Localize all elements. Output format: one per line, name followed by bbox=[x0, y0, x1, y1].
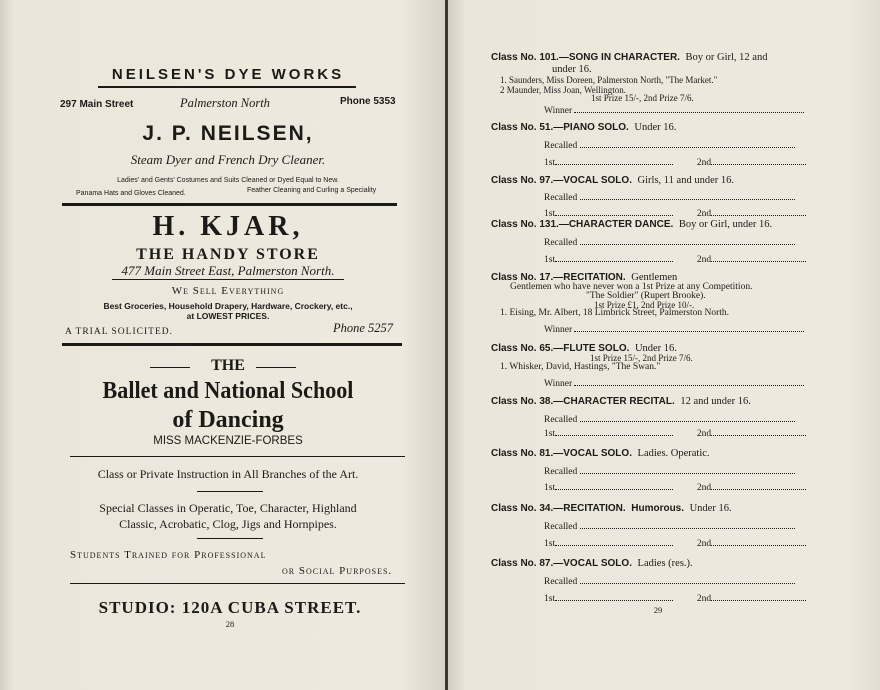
page-number: 29 bbox=[653, 605, 663, 615]
class-101-heading bbox=[491, 52, 767, 63]
class-desc: Boy or Girl, 12 and bbox=[685, 52, 768, 63]
winner-label: Winner bbox=[544, 379, 573, 389]
recalled-line bbox=[544, 192, 795, 203]
class-title: —RECITATION. bbox=[553, 503, 626, 514]
class-note: Gentlemen who have never won a 1st Prize at any Competition. bbox=[510, 282, 753, 292]
ballet-the: THE bbox=[211, 357, 245, 374]
second-label: 2nd bbox=[696, 158, 712, 168]
class-desc: Under 16. bbox=[634, 122, 677, 133]
class-desc: Gentlemen bbox=[631, 272, 678, 283]
winner-label: Winner bbox=[544, 325, 573, 335]
kjar-sell: We Sell Everything bbox=[171, 285, 285, 297]
kjar-phone: Phone 5257 bbox=[333, 321, 394, 335]
class-label: Class No. bbox=[491, 343, 537, 354]
class-97-heading bbox=[491, 175, 734, 186]
neilsen-services-hats: Panama Hats and Gloves Cleaned. bbox=[76, 190, 186, 197]
class-number: 97. bbox=[539, 175, 554, 186]
placings-line bbox=[544, 593, 806, 604]
winner-line bbox=[544, 105, 804, 116]
divider bbox=[112, 279, 344, 280]
class-piece: "The Soldier" (Rupert Brooke). bbox=[586, 291, 706, 301]
class-label: Class No. bbox=[491, 396, 537, 407]
page-number: 28 bbox=[225, 619, 235, 629]
class-number: 17. bbox=[539, 272, 554, 283]
divider bbox=[62, 343, 402, 346]
neilsen-name: J. P. NEILSEN, bbox=[142, 122, 314, 145]
class-title: —CHARACTER DANCE. bbox=[558, 219, 674, 230]
ballet-purposes: or Social Purposes. bbox=[282, 565, 393, 577]
second-label: 2nd bbox=[696, 483, 712, 493]
recalled-line bbox=[544, 521, 795, 532]
recalled-label: Recalled bbox=[544, 141, 578, 151]
class-title: —PIANO SOLO. bbox=[553, 122, 629, 133]
class-number: 101. bbox=[539, 52, 559, 63]
neilsen-header: NEILSEN'S DYE WORKS bbox=[111, 66, 345, 83]
class-34-heading bbox=[491, 503, 732, 514]
placings-line bbox=[544, 538, 806, 549]
neilsen-address: 297 Main Street bbox=[60, 99, 134, 110]
class-label: Class No. bbox=[491, 122, 537, 133]
recalled-label: Recalled bbox=[544, 193, 578, 203]
winner-label: Winner bbox=[544, 106, 573, 116]
class-number: 65. bbox=[539, 343, 554, 354]
winner-line bbox=[544, 378, 804, 389]
recalled-label: Recalled bbox=[544, 238, 578, 248]
class-38-heading bbox=[491, 396, 751, 407]
neilsen-phone: Phone 5353 bbox=[340, 96, 396, 107]
class-title: —VOCAL SOLO. bbox=[553, 175, 632, 186]
divider bbox=[197, 491, 263, 492]
divider bbox=[70, 456, 405, 457]
class-title: —CHARACTER RECITAL. bbox=[553, 396, 675, 407]
class-title: —FLUTE SOLO. bbox=[553, 343, 630, 354]
class-label: Class No. bbox=[491, 503, 537, 514]
neilsen-services: Ladies' and Gents' Costumes and Suits Cleaned or Dyed Equal to New. bbox=[117, 177, 339, 184]
divider bbox=[62, 203, 397, 206]
first-label: 1st bbox=[544, 255, 556, 265]
recalled-line bbox=[544, 414, 795, 425]
first-label: 1st bbox=[544, 429, 556, 439]
ballet-teacher: MISS MACKENZIE-FORBES bbox=[153, 435, 303, 447]
class-number: 87. bbox=[539, 558, 554, 569]
neilsen-services-feathers: Feather Cleaning and Curling a Speciality bbox=[247, 187, 377, 194]
class-title: —VOCAL SOLO. bbox=[553, 448, 632, 459]
ballet-students: Students Trained for Professional bbox=[70, 549, 267, 561]
placings-line bbox=[544, 208, 806, 219]
class-number: 81. bbox=[539, 448, 554, 459]
first-label: 1st bbox=[544, 594, 556, 604]
neilsen-trade: Steam Dyer and French Dry Cleaner. bbox=[130, 152, 326, 167]
divider bbox=[70, 583, 405, 584]
ballet-instruction: Class or Private Instruction in All Branches of the Art. bbox=[97, 467, 359, 481]
placings-line bbox=[544, 428, 806, 439]
class-title: —RECITATION. bbox=[553, 272, 626, 283]
class-desc: Girls, 11 and under 16. bbox=[637, 175, 734, 186]
winner-line bbox=[544, 324, 804, 335]
class-title-2: Humorous. bbox=[631, 503, 685, 514]
placings-line bbox=[544, 157, 806, 168]
recalled-line bbox=[544, 237, 795, 248]
class-desc: Ladies (res.). bbox=[637, 558, 693, 569]
class-desc-cont: under 16. bbox=[552, 64, 592, 75]
placings-line bbox=[544, 254, 806, 265]
class-label: Class No. bbox=[491, 272, 537, 283]
kjar-store: THE HANDY STORE bbox=[136, 246, 320, 263]
divider bbox=[98, 86, 356, 88]
prizes: 1st Prize 15/-, 2nd Prize 7/6. bbox=[591, 93, 694, 103]
second-label: 2nd bbox=[696, 429, 712, 439]
class-desc: 12 and under 16. bbox=[680, 396, 751, 407]
divider bbox=[197, 538, 263, 539]
kjar-goods: Best Groceries, Household Drapery, Hardware, Crockery, etc., bbox=[103, 301, 353, 311]
recalled-line bbox=[544, 466, 795, 477]
ballet-title-2: of Dancing bbox=[172, 407, 284, 433]
result-1: 1. Saunders, Miss Doreen, Palmerston North, "The Market." bbox=[500, 75, 718, 85]
recalled-label: Recalled bbox=[544, 415, 578, 425]
second-label: 2nd bbox=[696, 255, 712, 265]
class-title: —VOCAL SOLO. bbox=[553, 558, 632, 569]
divider bbox=[256, 367, 296, 368]
class-label: Class No. bbox=[491, 558, 537, 569]
prizes: 1st Prize 15/-, 2nd Prize 7/6. bbox=[590, 353, 693, 363]
class-number: 51. bbox=[539, 122, 554, 133]
result-1: 1. Whisker, David, Hastings, "The Swan." bbox=[500, 362, 661, 372]
class-desc: Ladies. Operatic. bbox=[637, 448, 710, 459]
class-label: Class No. bbox=[491, 175, 537, 186]
recalled-line bbox=[544, 576, 795, 587]
first-label: 1st bbox=[544, 539, 556, 549]
kjar-name: H. KJAR, bbox=[152, 211, 304, 242]
result-1: 1. Eising, Mr. Albert, 18 Limbrick Street, Palmerston North. bbox=[500, 308, 730, 318]
class-number: 34. bbox=[539, 503, 554, 514]
kjar-address: 477 Main Street East, Palmerston North. bbox=[121, 263, 335, 278]
first-label: 1st bbox=[544, 209, 556, 219]
second-label: 2nd bbox=[696, 539, 712, 549]
recalled-label: Recalled bbox=[544, 467, 578, 477]
class-desc: Under 16. bbox=[689, 503, 732, 514]
class-131-heading bbox=[491, 219, 772, 230]
kjar-prices: at LOWEST PRICES. bbox=[186, 311, 270, 321]
first-label: 1st bbox=[544, 483, 556, 493]
ballet-title: Ballet and National School bbox=[102, 378, 354, 404]
result-2: 2 Maunder, Miss Joan, Wellington. bbox=[500, 85, 626, 95]
class-87-heading bbox=[491, 558, 693, 569]
kjar-trial: A TRIAL SOLICITED. bbox=[65, 327, 173, 337]
recalled-label: Recalled bbox=[544, 577, 578, 587]
second-label: 2nd bbox=[696, 209, 712, 219]
class-label: Class No. bbox=[491, 448, 537, 459]
class-desc: Boy or Girl, under 16. bbox=[678, 219, 773, 230]
placings-line bbox=[544, 482, 806, 493]
second-label: 2nd bbox=[696, 594, 712, 604]
class-51-heading bbox=[491, 122, 676, 133]
class-number: 131. bbox=[539, 219, 559, 230]
class-number: 38. bbox=[539, 396, 554, 407]
ballet-classes-2: Classic, Acrobatic, Clog, Jigs and Hornpipes. bbox=[119, 517, 337, 531]
right-page bbox=[448, 0, 880, 690]
ballet-studio: STUDIO: 120A CUBA STREET. bbox=[98, 598, 362, 617]
prizes: 1st Prize £1, 2nd Prize 10/-. bbox=[594, 300, 695, 310]
class-label: Class No. bbox=[491, 52, 537, 63]
first-label: 1st bbox=[544, 158, 556, 168]
class-title: —SONG IN CHARACTER. bbox=[558, 52, 680, 63]
recalled-line bbox=[544, 140, 795, 151]
class-81-heading bbox=[491, 448, 710, 459]
class-label: Class No. bbox=[491, 219, 537, 230]
neilsen-city: Palmerston North bbox=[180, 96, 270, 110]
ballet-classes: Special Classes in Operatic, Toe, Character, Highland bbox=[99, 501, 357, 515]
class-desc: Under 16. bbox=[634, 343, 677, 354]
recalled-label: Recalled bbox=[544, 522, 578, 532]
